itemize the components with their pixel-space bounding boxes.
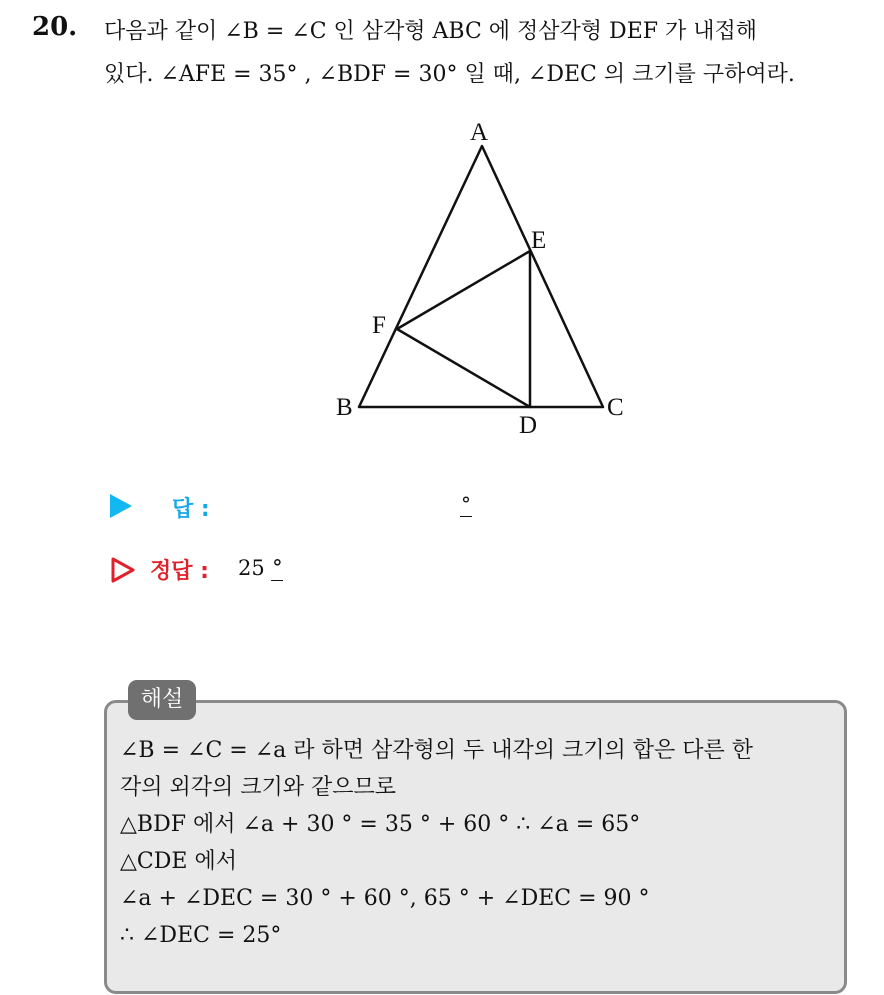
- solution-line-5: ∠a + ∠DEC = 30 ° + 60 °, 65 ° + ∠DEC = 90 °: [120, 886, 650, 911]
- vertex-label-f: F: [372, 312, 386, 339]
- solution-line-1: ∠B = ∠C = ∠a 라 하면 삼각형의 두 내각의 크기의 합은 다른 한: [120, 738, 753, 763]
- question-text: [104, 10, 864, 96]
- answer-key-label: 정답 :: [150, 559, 209, 584]
- question-line-1: 다음과 같이 ∠B = ∠C 인 삼각형 ABC 에 정삼각형 DEF 가 내접해: [104, 19, 758, 44]
- solution-line-6: ∴ ∠DEC = 25°: [120, 923, 282, 948]
- vertex-label-b: B: [336, 394, 353, 421]
- triangle-def: [397, 251, 530, 407]
- solution-line-2: 각의 외각의 크기와 같으므로: [120, 775, 397, 800]
- answer-blank[interactable]: [460, 492, 472, 517]
- answer-key-arrow-icon: [110, 556, 136, 584]
- vertex-label-c: C: [607, 394, 624, 421]
- solution-line-4: △CDE 에서: [120, 849, 237, 874]
- question-number: 20.: [32, 12, 78, 42]
- triangle-abc: [359, 146, 603, 407]
- solution-text: [120, 732, 830, 954]
- answer-key-number: 25: [238, 556, 265, 580]
- vertex-label-a: A: [470, 119, 489, 146]
- question-line-2: 있다. ∠AFE = 35° , ∠BDF = 30° 일 때, ∠DEC 의 크기를 구하여라.: [104, 62, 795, 87]
- solution-line-3: △BDF 에서 ∠a + 30 ° = 35 ° + 60 ° ∴ ∠a = 65°: [120, 812, 641, 837]
- solution-tag: 해설: [128, 680, 196, 720]
- vertex-label-d: D: [519, 412, 538, 439]
- triangle-diagram: [330, 112, 640, 442]
- answer-key-unit: °: [272, 556, 283, 580]
- answer-label: 답 :: [172, 497, 210, 522]
- answer-unit: °: [461, 492, 471, 516]
- vertex-label-e: E: [531, 227, 547, 254]
- triangle-figure: [330, 112, 640, 442]
- answer-key-value: [238, 556, 283, 581]
- answer-arrow-icon: [110, 494, 132, 518]
